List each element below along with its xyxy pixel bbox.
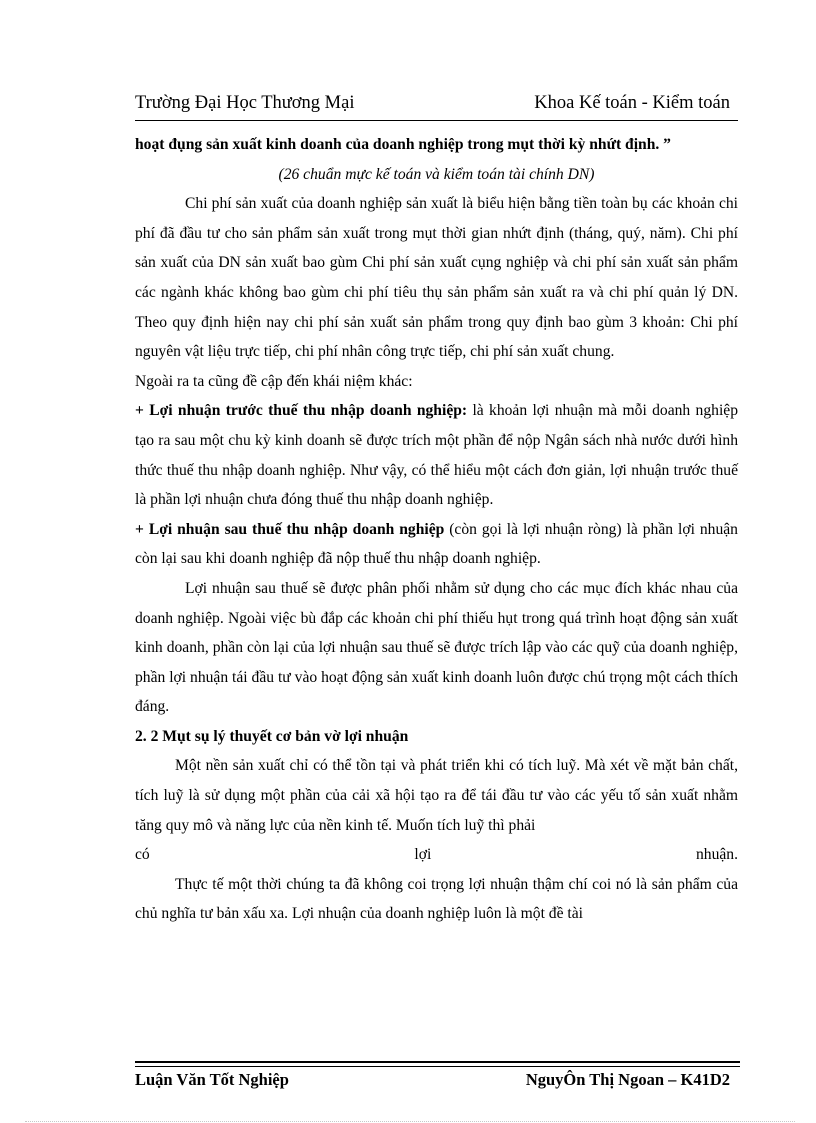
page-header [135, 93, 738, 119]
footer-rule-thin [135, 1066, 740, 1067]
page-edge-dotted-line [25, 1121, 795, 1122]
header-school: Trường Đại Học Thương Mại [135, 93, 355, 113]
footer-rule-thick [135, 1061, 740, 1063]
footer-author: NguyÔn Thị Ngoan – K41D2 [525, 1070, 730, 1089]
paragraph-profit-distribution: Lợi nhuận sau thuế sẽ được phân phối nhằm sử dụng cho các mục đích khác nhau của doanh nghiệp. Ngoài việc bù đắp các khoản chi phí thiếu hụt trong quá trình hoạt động sản xuất kinh doanh, phần còn lại của lợi nhuận sau thuế sẽ được trích lập vào các quỹ của doanh nghiệp, phần lợi nhuận tái đầu tư vào hoạt động sản xuất kinh doanh luôn được chú trọng một cách thích đáng. [135, 579, 738, 716]
citation: (26 chuẩn mực kế toán và kiểm toán tài chính DN) [278, 165, 595, 183]
header-rule [135, 120, 738, 121]
body-text [135, 130, 738, 929]
paragraph-reality: Thực tế một thời chúng ta đã không coi trọng lợi nhuận thậm chí coi nó là sản phẩm của chủ nghĩa tư bản xấu xa. Lợi nhuận của doanh nghiệp luôn là một đề tài [135, 875, 738, 923]
pretax-profit-term: + Lợi nhuận trước thuế thu nhập doanh nghiệp: [135, 402, 468, 420]
paragraph-other-concepts: Ngoài ra ta cũng đề cập đến khái niệm khác: [135, 372, 413, 390]
paragraph-accumulation-end: có lợi nhuận. [135, 846, 738, 864]
header-faculty: Khoa Kế toán - Kiểm toán [534, 93, 730, 113]
page-footer [135, 1070, 740, 1096]
paragraph-production-cost: Chi phí sản xuất của doanh nghiệp sản xuất là biểu hiện bằng tiền toàn bụ các khoản chi phí đã đầu tư cho sản phẩm sản xuất trong mụt thời gian nhứt định (tháng, quý, năm). Chi phí sản xuất của DN sản xuất bao gùm Chi phí sản xuất cụng nghiệp và chi phí sản xuất sản phẩm các ngành khác không bao gùm chi phí tiêu thụ sản phẩm sản xuất ra và chi phí quản lý DN. Theo quy định hiện nay chi phí sản xuất sản phẩm trong quy định bao gùm 3 khoản: Chi phí nguyên vật liệu trực tiếp, chi phí nhân công trực tiếp, chi phí sản xuất chung. [135, 195, 738, 361]
footer-title: Luận Văn Tốt Nghiệp [135, 1070, 289, 1089]
section-heading: 2. 2 Mụt sụ lý thuyết cơ bản vờ lợi nhuận [135, 727, 409, 745]
paragraph-pretax-profit [135, 396, 738, 514]
aftertax-profit-definition: (còn gọi là lợi nhuận ròng) là phần lợi nhuận còn lại sau khi doanh nghiệp đã nộp thuế thu nhập doanh nghiệp. [135, 520, 738, 568]
paragraph-aftertax-profit [135, 515, 738, 574]
pretax-profit-definition: là khoản lợi nhuận mà mỗi doanh nghiệp tạo ra sau một chu kỳ kinh doanh sẽ được trích một phần để nộp Ngân sách nhà nước dưới hình thức thuế thu nhập doanh nghiệp. Như vậy, có thể hiểu một cách đơn giản, lợi nhuận trước thuế là phần lợi nhuận chưa đóng thuế thu nhập doanh nghiệp. [135, 402, 738, 509]
aftertax-profit-term: + Lợi nhuận sau thuế thu nhập doanh nghiệp [135, 520, 445, 538]
quote-end-paragraph: hoạt đụng sản xuất kinh doanh của doanh nghiệp trong mụt thời kỳ nhứt định. ” [135, 136, 671, 153]
paragraph-accumulation: Một nền sản xuất chỉ có thể tồn tại và phát triển khi có tích luỹ. Mà xét về mặt bản chất, tích luỹ là sử dụng một phần của cải xã hội tạo ra để tái đầu tư vào các yếu tố sản xuất nhằm tăng quy mô và năng lực của nền kinh tế. Muốn tích luỹ thì phải [135, 757, 738, 834]
